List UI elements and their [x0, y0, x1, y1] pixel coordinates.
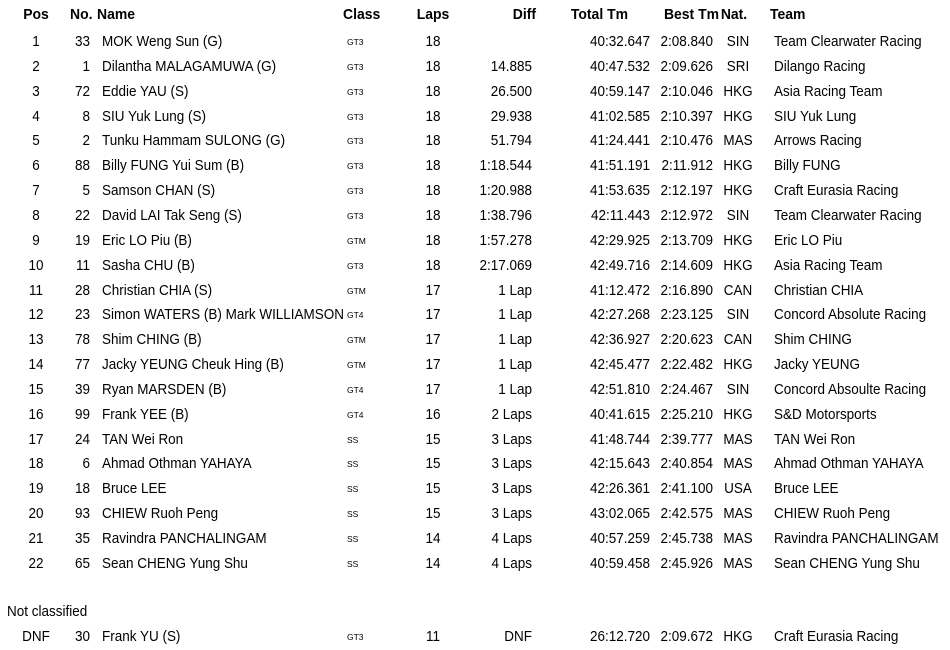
cell-class: GTM	[347, 285, 366, 296]
cell-nat: HKG	[723, 158, 753, 175]
cell-laps: 17	[425, 307, 441, 324]
cell-pos: 13	[28, 332, 44, 349]
cell-laps: 18	[425, 257, 441, 274]
cell-class: GT3	[347, 210, 364, 221]
cell-no: 99	[74, 406, 90, 423]
cell-diff: 14.885	[490, 58, 532, 75]
header-laps: Laps	[416, 6, 450, 23]
header-total: Total Tm	[570, 6, 628, 23]
table-row	[0, 105, 950, 129]
cell-diff: 1 Lap	[498, 357, 532, 374]
cell-diff: 1 Lap	[498, 282, 532, 299]
cell-name: Christian CHIA (S)	[102, 282, 213, 299]
cell-class: SS	[347, 484, 359, 495]
cell-pos: 15	[28, 381, 44, 398]
table-row	[0, 279, 950, 303]
cell-best: 2:42.575	[660, 506, 713, 523]
cell-total: 41:48.744	[590, 431, 650, 448]
cell-team: Dilango Racing	[774, 58, 866, 75]
cell-name: David LAI Tak Seng (S)	[102, 207, 242, 224]
cell-diff: 51.794	[490, 133, 532, 150]
cell-nat: HKG	[723, 232, 753, 249]
cell-no: 24	[74, 431, 90, 448]
cell-team: Asia Racing Team	[774, 257, 883, 274]
cell-class: GT3	[347, 61, 364, 72]
cell-total: 40:41.615	[590, 406, 650, 423]
cell-team: TAN Wei Ron	[774, 431, 856, 448]
cell-total: 41:51.191	[590, 158, 650, 175]
cell-no: 77	[74, 357, 90, 374]
cell-total: 42:49.716	[590, 257, 650, 274]
cell-team: S&D Motorsports	[774, 406, 877, 423]
cell-class: GT3	[347, 186, 364, 197]
cell-best: 2:10.397	[660, 108, 713, 125]
cell-no: 23	[74, 307, 90, 324]
cell-name: Samson CHAN (S)	[102, 183, 216, 200]
cell-best: 2:45.738	[660, 531, 713, 547]
cell-team: Ravindra PANCHALINGAM	[774, 531, 939, 547]
cell-name: Eric LO Piu (B)	[102, 232, 192, 249]
header-diff: Diff	[512, 6, 536, 23]
cell-pos: 8	[32, 207, 40, 224]
cell-diff: 3 Laps	[491, 506, 532, 523]
cell-diff: 4 Laps	[491, 555, 532, 572]
cell-best: 2:22.482	[660, 357, 713, 374]
cell-laps: 18	[425, 158, 441, 175]
header-no: No.	[70, 6, 93, 23]
table-row	[0, 428, 950, 452]
cell-diff: 1:20.988	[479, 183, 532, 200]
cell-team: Craft Eurasia Racing	[774, 183, 899, 200]
cell-no: 2	[82, 133, 90, 150]
cell-team: CHIEW Ruoh Peng	[774, 506, 891, 523]
cell-no: 1	[82, 58, 90, 75]
cell-nat: MAS	[723, 555, 753, 572]
cell-best: 2:23.125	[660, 307, 713, 324]
cell-nat: SRI	[726, 58, 750, 75]
cell-pos: 16	[28, 406, 44, 423]
cell-team: Christian CHIA	[774, 282, 864, 299]
cell-team: Jacky YEUNG	[774, 357, 860, 374]
cell-laps: 18	[425, 58, 441, 75]
cell-class: SS	[347, 459, 359, 470]
cell-name: Ahmad Othman YAHAYA	[102, 456, 252, 473]
cell-name: Bruce LEE	[102, 481, 167, 498]
cell-laps: 18	[425, 207, 441, 224]
table-row	[0, 80, 950, 104]
cell-class: SS	[347, 558, 359, 569]
cell-pos: 10	[28, 257, 44, 274]
cell-name: Eddie YAU (S)	[102, 83, 189, 100]
cell-laps: 18	[425, 83, 441, 100]
cell-name: Tunku Hammam SULONG (G)	[102, 133, 286, 150]
cell-team: Team Clearwater Racing	[774, 34, 922, 50]
cell-nat: HKG	[723, 357, 753, 374]
cell-name: TAN Wei Ron	[102, 431, 184, 448]
table-row	[0, 552, 950, 576]
cell-nat: CAN	[723, 332, 753, 349]
cell-diff: 1:18.544	[479, 158, 532, 175]
cell-best: 2:10.476	[660, 133, 713, 150]
cell-class: GTM	[347, 360, 366, 371]
cell-total: 40:59.458	[590, 555, 650, 572]
cell-best: 2:24.467	[660, 381, 713, 398]
cell-best: 2:08.840	[660, 34, 713, 50]
cell-class: SS	[347, 434, 359, 445]
cell-best: 2:14.609	[660, 257, 713, 274]
cell-laps: 17	[425, 381, 441, 398]
table-row	[0, 303, 950, 327]
cell-diff: DNF	[504, 629, 532, 645]
cell-no: 88	[74, 158, 90, 175]
cell-name: Frank YEE (B)	[102, 406, 189, 423]
cell-diff: 3 Laps	[491, 431, 532, 448]
cell-pos: 3	[32, 83, 40, 100]
cell-class: GT4	[347, 409, 364, 420]
cell-class: GT3	[347, 111, 364, 122]
cell-total: 40:59.147	[590, 83, 650, 100]
cell-total: 40:47.532	[590, 58, 650, 75]
cell-diff: 3 Laps	[491, 456, 532, 473]
cell-nat: SIN	[726, 307, 750, 324]
cell-total: 42:51.810	[590, 381, 650, 398]
cell-best: 2:40.854	[660, 456, 713, 473]
cell-best: 2:45.926	[660, 555, 713, 572]
table-row	[0, 229, 950, 253]
cell-no: 22	[74, 207, 90, 224]
cell-best: 2:25.210	[660, 406, 713, 423]
cell-laps: 18	[425, 108, 441, 125]
cell-no: 8	[82, 108, 90, 125]
cell-laps: 17	[425, 332, 441, 349]
cell-total: 42:15.643	[590, 456, 650, 473]
cell-laps: 18	[425, 34, 441, 50]
cell-laps: 11	[425, 629, 441, 645]
cell-total: 42:45.477	[590, 357, 650, 374]
cell-class: SS	[347, 509, 359, 520]
header-best: Best Tm	[663, 6, 719, 23]
cell-best: 2:09.626	[660, 58, 713, 75]
cell-pos: 12	[28, 307, 44, 324]
cell-diff: 1 Lap	[498, 307, 532, 324]
cell-team: Concord Absoulte Racing	[774, 381, 927, 398]
cell-total: 40:32.647	[590, 34, 650, 50]
cell-team: Sean CHENG Yung Shu	[774, 555, 920, 572]
table-header	[0, 3, 950, 27]
cell-total: 42:11.443	[591, 207, 650, 224]
cell-pos: 22	[28, 555, 44, 572]
cell-no: 93	[74, 506, 90, 523]
cell-no: 18	[74, 481, 90, 498]
cell-laps: 17	[425, 282, 441, 299]
cell-team: Shim CHING	[774, 332, 852, 349]
cell-no: 72	[74, 83, 90, 100]
cell-team: Billy FUNG	[774, 158, 841, 175]
table-row	[0, 129, 950, 153]
cell-laps: 14	[425, 555, 441, 572]
cell-no: 5	[82, 183, 90, 200]
cell-laps: 16	[425, 406, 441, 423]
cell-no: 19	[74, 232, 90, 249]
cell-diff: 4 Laps	[491, 531, 532, 547]
cell-name: SIU Yuk Lung (S)	[102, 108, 206, 125]
cell-nat: HKG	[723, 629, 753, 645]
cell-team: Eric LO Piu	[774, 232, 843, 249]
cell-team: Asia Racing Team	[774, 83, 883, 100]
cell-pos: 14	[28, 357, 44, 374]
cell-diff: 1:38.796	[479, 207, 532, 224]
cell-no: 6	[82, 456, 90, 473]
cell-total: 41:24.441	[590, 133, 650, 150]
cell-name: Ryan MARSDEN (B)	[102, 381, 227, 398]
cell-laps: 15	[425, 481, 441, 498]
cell-pos: 20	[28, 506, 44, 523]
header-nat: Nat.	[720, 6, 748, 23]
cell-total: 26:12.720	[590, 629, 650, 645]
cell-no: 65	[74, 555, 90, 572]
cell-diff	[446, 30, 532, 54]
cell-total: 41:53.635	[590, 183, 650, 200]
cell-team: SIU Yuk Lung	[774, 108, 857, 125]
cell-best: 2:12.197	[660, 183, 713, 200]
table-row	[0, 204, 950, 228]
cell-best: 2:12.972	[660, 207, 713, 224]
cell-class: GT3	[347, 260, 364, 271]
cell-class: SS	[347, 534, 359, 544]
cell-class: GT4	[347, 384, 364, 395]
cell-total: 42:29.925	[590, 232, 650, 249]
cell-pos: 4	[32, 108, 40, 125]
cell-nat: SIN	[726, 34, 750, 50]
cell-nat: CAN	[723, 282, 753, 299]
cell-diff: 1:57.278	[479, 232, 532, 249]
cell-best: 2:16.890	[660, 282, 713, 299]
cell-laps: 15	[425, 431, 441, 448]
cell-class: GT4	[347, 310, 364, 321]
cell-name: Shim CHING (B)	[102, 332, 202, 349]
cell-name: Ravindra PANCHALINGAM	[102, 531, 267, 547]
cell-pos: 17	[28, 431, 44, 448]
cell-nat: MAS	[723, 506, 753, 523]
cell-name: Jacky YEUNG Cheuk Hing (B)	[102, 357, 284, 374]
cell-class: GT3	[347, 632, 364, 642]
cell-class: GT3	[347, 37, 364, 47]
cell-diff: 1 Lap	[498, 381, 532, 398]
cell-name: Billy FUNG Yui Sum (B)	[102, 158, 245, 175]
table-row	[0, 154, 950, 178]
cell-pos: 21	[28, 531, 44, 547]
cell-pos: 2	[32, 58, 40, 75]
cell-laps: 15	[425, 506, 441, 523]
table-row	[0, 378, 950, 402]
cell-pos: 6	[32, 158, 40, 175]
cell-pos: 9	[32, 232, 40, 249]
table-row	[0, 477, 950, 501]
cell-best: 2:41.100	[660, 481, 713, 498]
cell-nat: USA	[724, 481, 752, 498]
cell-class: GT3	[347, 86, 364, 97]
header-class: Class	[343, 6, 381, 23]
cell-nat: HKG	[723, 257, 753, 274]
cell-best: 2:09.672	[660, 629, 713, 645]
cell-nat: HKG	[723, 83, 753, 100]
cell-best: 2:11.912	[661, 158, 713, 175]
cell-class: GT3	[347, 136, 364, 147]
cell-class: GTM	[347, 335, 366, 346]
cell-team: Craft Eurasia Racing	[774, 629, 899, 645]
cell-total: 40:57.259	[590, 531, 650, 547]
table-row	[0, 403, 950, 427]
cell-team: Team Clearwater Racing	[774, 207, 922, 224]
table-row	[0, 452, 950, 476]
header-name: Name	[97, 6, 135, 23]
table-row	[0, 328, 950, 352]
cell-laps: 18	[425, 183, 441, 200]
cell-team: Ahmad Othman YAHAYA	[774, 456, 924, 473]
header-team: Team	[770, 6, 806, 23]
table-row	[0, 353, 950, 377]
cell-diff: 26.500	[490, 83, 532, 100]
cell-name: Dilantha MALAGAMUWA (G)	[102, 58, 277, 75]
cell-best: 2:10.046	[660, 83, 713, 100]
table-row	[0, 179, 950, 203]
cell-nat: HKG	[723, 108, 753, 125]
cell-name: Sean CHENG Yung Shu	[102, 555, 248, 572]
cell-best: 2:20.623	[660, 332, 713, 349]
cell-nat: HKG	[723, 183, 753, 200]
cell-best: 2:13.709	[660, 232, 713, 249]
cell-nat: HKG	[723, 406, 753, 423]
cell-laps: 17	[425, 357, 441, 374]
cell-pos: 11	[28, 282, 44, 299]
table-row	[0, 502, 950, 526]
cell-pos: 18	[28, 456, 44, 473]
cell-nat: SIN	[726, 381, 750, 398]
cell-nat: MAS	[723, 431, 753, 448]
cell-nat: SIN	[726, 207, 750, 224]
cell-laps: 18	[425, 133, 441, 150]
cell-nat: MAS	[723, 531, 753, 547]
cell-no: 35	[74, 531, 90, 547]
cell-pos: 5	[32, 133, 40, 150]
cell-name: Sasha CHU (B)	[102, 257, 195, 274]
cell-pos: DNF	[22, 629, 50, 645]
cell-no: 11	[75, 257, 90, 274]
table-row	[0, 625, 950, 649]
cell-pos: 7	[32, 183, 40, 200]
cell-no: 28	[74, 282, 90, 299]
cell-name: CHIEW Ruoh Peng	[102, 506, 219, 523]
cell-nat: MAS	[723, 456, 753, 473]
cell-total: 42:36.927	[590, 332, 650, 349]
cell-total: 41:12.472	[590, 282, 650, 299]
cell-no: 78	[74, 332, 90, 349]
cell-diff: 2 Laps	[491, 406, 532, 423]
cell-diff: 2:17.069	[479, 257, 532, 274]
not-classified-label: Not classified	[7, 604, 88, 620]
table-row	[0, 55, 950, 79]
table-row	[0, 527, 950, 551]
cell-diff: 3 Laps	[491, 481, 532, 498]
cell-total: 42:26.361	[590, 481, 650, 498]
cell-nat: MAS	[723, 133, 753, 150]
cell-no: 30	[74, 629, 90, 645]
cell-class: GT3	[347, 161, 364, 172]
cell-no: 33	[74, 34, 90, 50]
table-row	[0, 254, 950, 278]
cell-total: 43:02.065	[590, 506, 650, 523]
cell-total: 41:02.585	[590, 108, 650, 125]
cell-no: 39	[74, 381, 90, 398]
cell-team: Bruce LEE	[774, 481, 839, 498]
cell-best: 2:39.777	[660, 431, 713, 448]
cell-diff: 1 Lap	[498, 332, 532, 349]
cell-team: Arrows Racing	[774, 133, 862, 150]
header-pos: Pos	[23, 6, 49, 23]
table-row	[0, 30, 950, 54]
cell-pos: 1	[32, 34, 40, 50]
cell-laps: 18	[425, 232, 441, 249]
cell-class: GTM	[347, 235, 366, 246]
cell-name: Frank YU (S)	[102, 629, 181, 645]
cell-laps: 15	[425, 456, 441, 473]
cell-name: Simon WATERS (B) Mark WILLIAMSON	[102, 307, 345, 324]
cell-pos: 19	[28, 481, 44, 498]
cell-name: MOK Weng Sun (G)	[102, 34, 223, 50]
cell-diff: 29.938	[490, 108, 532, 125]
cell-total: 42:27.268	[590, 307, 650, 324]
cell-laps: 14	[425, 531, 441, 547]
cell-team: Concord Absolute Racing	[774, 307, 927, 324]
